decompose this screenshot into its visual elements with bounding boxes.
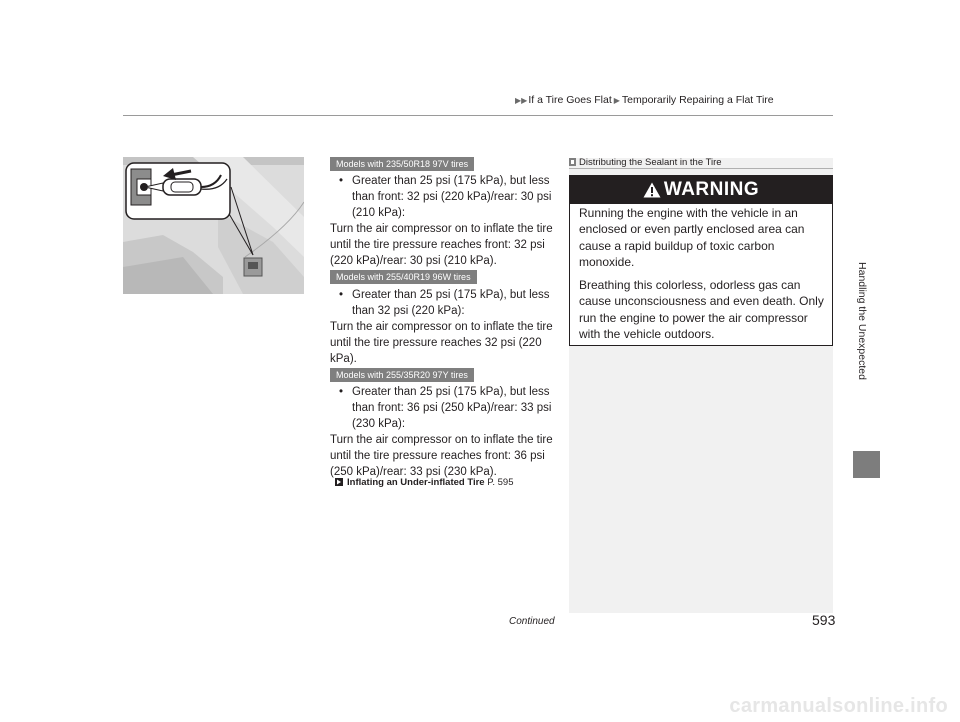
paragraph: Turn the air compressor on to inflate the tire until the tire pressure reaches 32 psi (220 kPa). [330,321,553,365]
warning-header [570,176,832,204]
bullet-text: Greater than 25 psi (175 kPa), but less than 32 psi (220 kPa): [352,289,550,317]
side-tab-label: Handling the Unexpected [856,262,868,380]
model-badge: Models with 235/50R18 97V tires [330,157,474,171]
compressor-plug-illustration [123,157,304,294]
side-tab-marker [853,451,880,478]
bullet-icon: • [339,175,344,187]
warning-paragraph: Breathing this colorless, odorless gas can cause unconsciousness and even death. Only run the engine to power the air compressor with the vehicle outdoors. [579,278,824,341]
paragraph: Turn the air compressor on to inflate the tire until the tire pressure reaches front: 32 psi (220 kPa)/rear: 30 psi (210 kPa). [330,223,553,267]
side-note-title: Distributing the Sealant in the Tire [579,157,722,168]
bullet-text: Greater than 25 psi (175 kPa), but less than front: 36 psi (250 kPa)/rear: 33 psi (230 kPa): [352,386,552,430]
side-note-heading [569,157,833,168]
breadcrumb [515,94,774,106]
breadcrumb-item[interactable]: If a Tire Goes Flat [528,94,612,106]
cross-reference-page: P. 595 [487,477,514,488]
watermark-logo [0,691,960,722]
warning-label: WARNING [663,179,760,200]
model-badge: Models with 255/35R20 97Y tires [330,368,474,382]
side-note-divider [569,168,833,169]
list-item [339,384,557,432]
paragraph: Turn the air compressor on to inflate the tire until the tire pressure reaches front: 36 psi (250 kPa)/rear: 33 psi (230 kPa). [330,434,553,478]
arrow-right-icon: ▶ [613,95,620,105]
page-number: 593 [812,612,836,628]
cross-reference-title: Inflating an Under-inflated Tire [347,477,485,488]
warning-icon [643,182,661,198]
model-badge: Models with 255/40R19 96W tires [330,270,477,284]
double-arrow-icon: ▶▶ [515,95,528,105]
list-item [339,173,557,221]
svg-text:carmanualsonline.info: carmanualsonline.info [729,695,948,717]
cross-reference-icon [335,478,343,486]
header-divider [123,115,833,116]
bullet-icon: • [339,386,344,398]
bullet-icon: • [339,289,344,301]
cross-reference-link[interactable] [335,477,513,488]
warning-paragraph: Running the engine with the vehicle in an enclosed or even partly enclosed area can cause a rapid buildup of toxic carbon monoxide. [579,206,805,269]
warning-box [569,175,833,346]
side-tab [850,196,874,446]
breadcrumb-item[interactable]: Temporarily Repairing a Flat Tire [621,94,774,106]
note-marker-icon [569,158,576,166]
continued-label: Continued [509,616,555,627]
list-item [339,287,557,319]
bullet-text: Greater than 25 psi (175 kPa), but less than front: 32 psi (220 kPa)/rear: 30 psi (210 kPa): [352,175,552,219]
